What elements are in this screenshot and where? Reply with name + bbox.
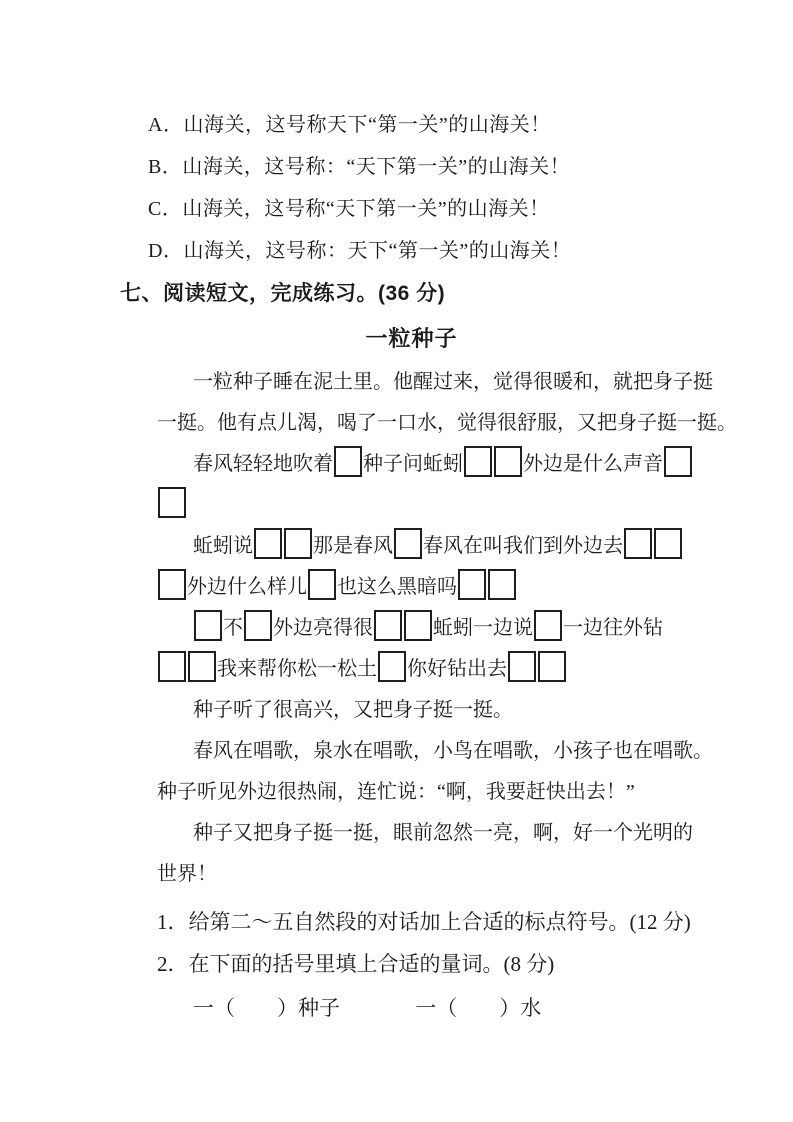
story-line (157, 854, 703, 895)
punctuation-answer-box (194, 610, 222, 641)
story-text: 你好钻出去 (407, 658, 507, 680)
punctuation-answer-box (158, 651, 186, 682)
story-text: 春风在叫我们到外边去 (423, 535, 623, 557)
question-2: 2．在下面的括号里填上合适的量词。(8 分) (157, 952, 555, 976)
punctuation-answer-box (458, 569, 486, 600)
story-line (157, 362, 713, 403)
quantifier-blank-seed: 一（ ）种子 (193, 996, 340, 1020)
story-line (157, 485, 703, 526)
story-text: 那是春风 (313, 535, 393, 557)
story-text: 种子又把身子挺一挺，眼前忽然一亮，啊，好一个光明的 (193, 822, 693, 844)
story-text: 种子问蚯蚓 (363, 453, 463, 475)
story-line (157, 608, 703, 649)
story-text: 也这么黑暗吗 (337, 576, 457, 598)
punctuation-answer-box (284, 528, 312, 559)
story-line (157, 567, 703, 608)
story-line (157, 444, 703, 485)
punctuation-answer-box (188, 651, 216, 682)
story-text: 春风轻轻地吹着 (193, 453, 333, 475)
story-line (157, 403, 737, 444)
story-line (157, 526, 703, 567)
story-text: 种子听见外边很热闹，连忙说：“啊，我要赶快出去！” (157, 781, 635, 803)
punctuation-answer-box (308, 569, 336, 600)
story-text: 蚯蚓一边说 (433, 617, 533, 639)
question-list (157, 901, 703, 985)
story-text: 一边往外钻 (563, 617, 663, 639)
option-c: C．山海关，这号称“天下第一关”的山海关！ (148, 198, 550, 220)
option-d: D．山海关，这号称：天下“第一关”的山海关！ (148, 240, 572, 262)
option-list (148, 104, 703, 272)
punctuation-answer-box (488, 569, 516, 600)
story-text: 世界！ (157, 863, 217, 885)
punctuation-answer-box (624, 528, 652, 559)
story-text: 外边亮得很 (273, 617, 373, 639)
story-text: 蚯蚓说 (193, 535, 253, 557)
story-text: 外边什么样儿 (187, 576, 307, 598)
punctuation-answer-box (494, 446, 522, 477)
punctuation-answer-box (244, 610, 272, 641)
punctuation-answer-box (538, 651, 566, 682)
option-b: B．山海关，这号称：“天下第一关”的山海关！ (148, 156, 571, 178)
story-text: 外边是什么声音 (523, 453, 663, 475)
story-line (157, 690, 703, 731)
punctuation-answer-box (508, 651, 536, 682)
story-text: 春风在唱歌，泉水在唱歌，小鸟在唱歌，小孩子也在唱歌。 (193, 740, 713, 762)
story-text: 我来帮你松一松土 (217, 658, 377, 680)
story-title: 一粒种子 (365, 326, 458, 351)
quantifier-row (193, 987, 703, 1029)
punctuation-answer-box (534, 610, 562, 641)
punctuation-answer-box (404, 610, 432, 641)
story-body (157, 362, 737, 895)
story-text: 一粒种子睡在泥土里。他醒过来，觉得很暖和，就把身子挺 (193, 371, 713, 393)
option-a: A．山海关，这号称天下“第一关”的山海关！ (148, 114, 551, 136)
punctuation-answer-box (664, 446, 692, 477)
story-line (157, 813, 703, 854)
story-text: 一挺。他有点儿渴，喝了一口水，觉得很舒服，又把身子挺一挺。 (157, 412, 737, 434)
story-line (157, 649, 703, 690)
punctuation-answer-box (464, 446, 492, 477)
punctuation-answer-box (378, 651, 406, 682)
story-text: 不 (223, 617, 243, 639)
punctuation-answer-box (158, 487, 186, 518)
story-line (157, 731, 713, 772)
story-line (157, 772, 703, 813)
punctuation-answer-box (394, 528, 422, 559)
punctuation-answer-box (158, 569, 186, 600)
section-heading: 七、阅读短文，完成练习。(36 分) (120, 282, 446, 305)
question-1: 1．给第二～五自然段的对话加上合适的标点符号。(12 分) (157, 910, 691, 934)
quantifier-blank-water: 一（ ）水 (415, 996, 542, 1020)
punctuation-answer-box (254, 528, 282, 559)
punctuation-answer-box (334, 446, 362, 477)
punctuation-answer-box (654, 528, 682, 559)
punctuation-answer-box (374, 610, 402, 641)
story-text: 种子听了很高兴，又把身子挺一挺。 (193, 699, 513, 721)
